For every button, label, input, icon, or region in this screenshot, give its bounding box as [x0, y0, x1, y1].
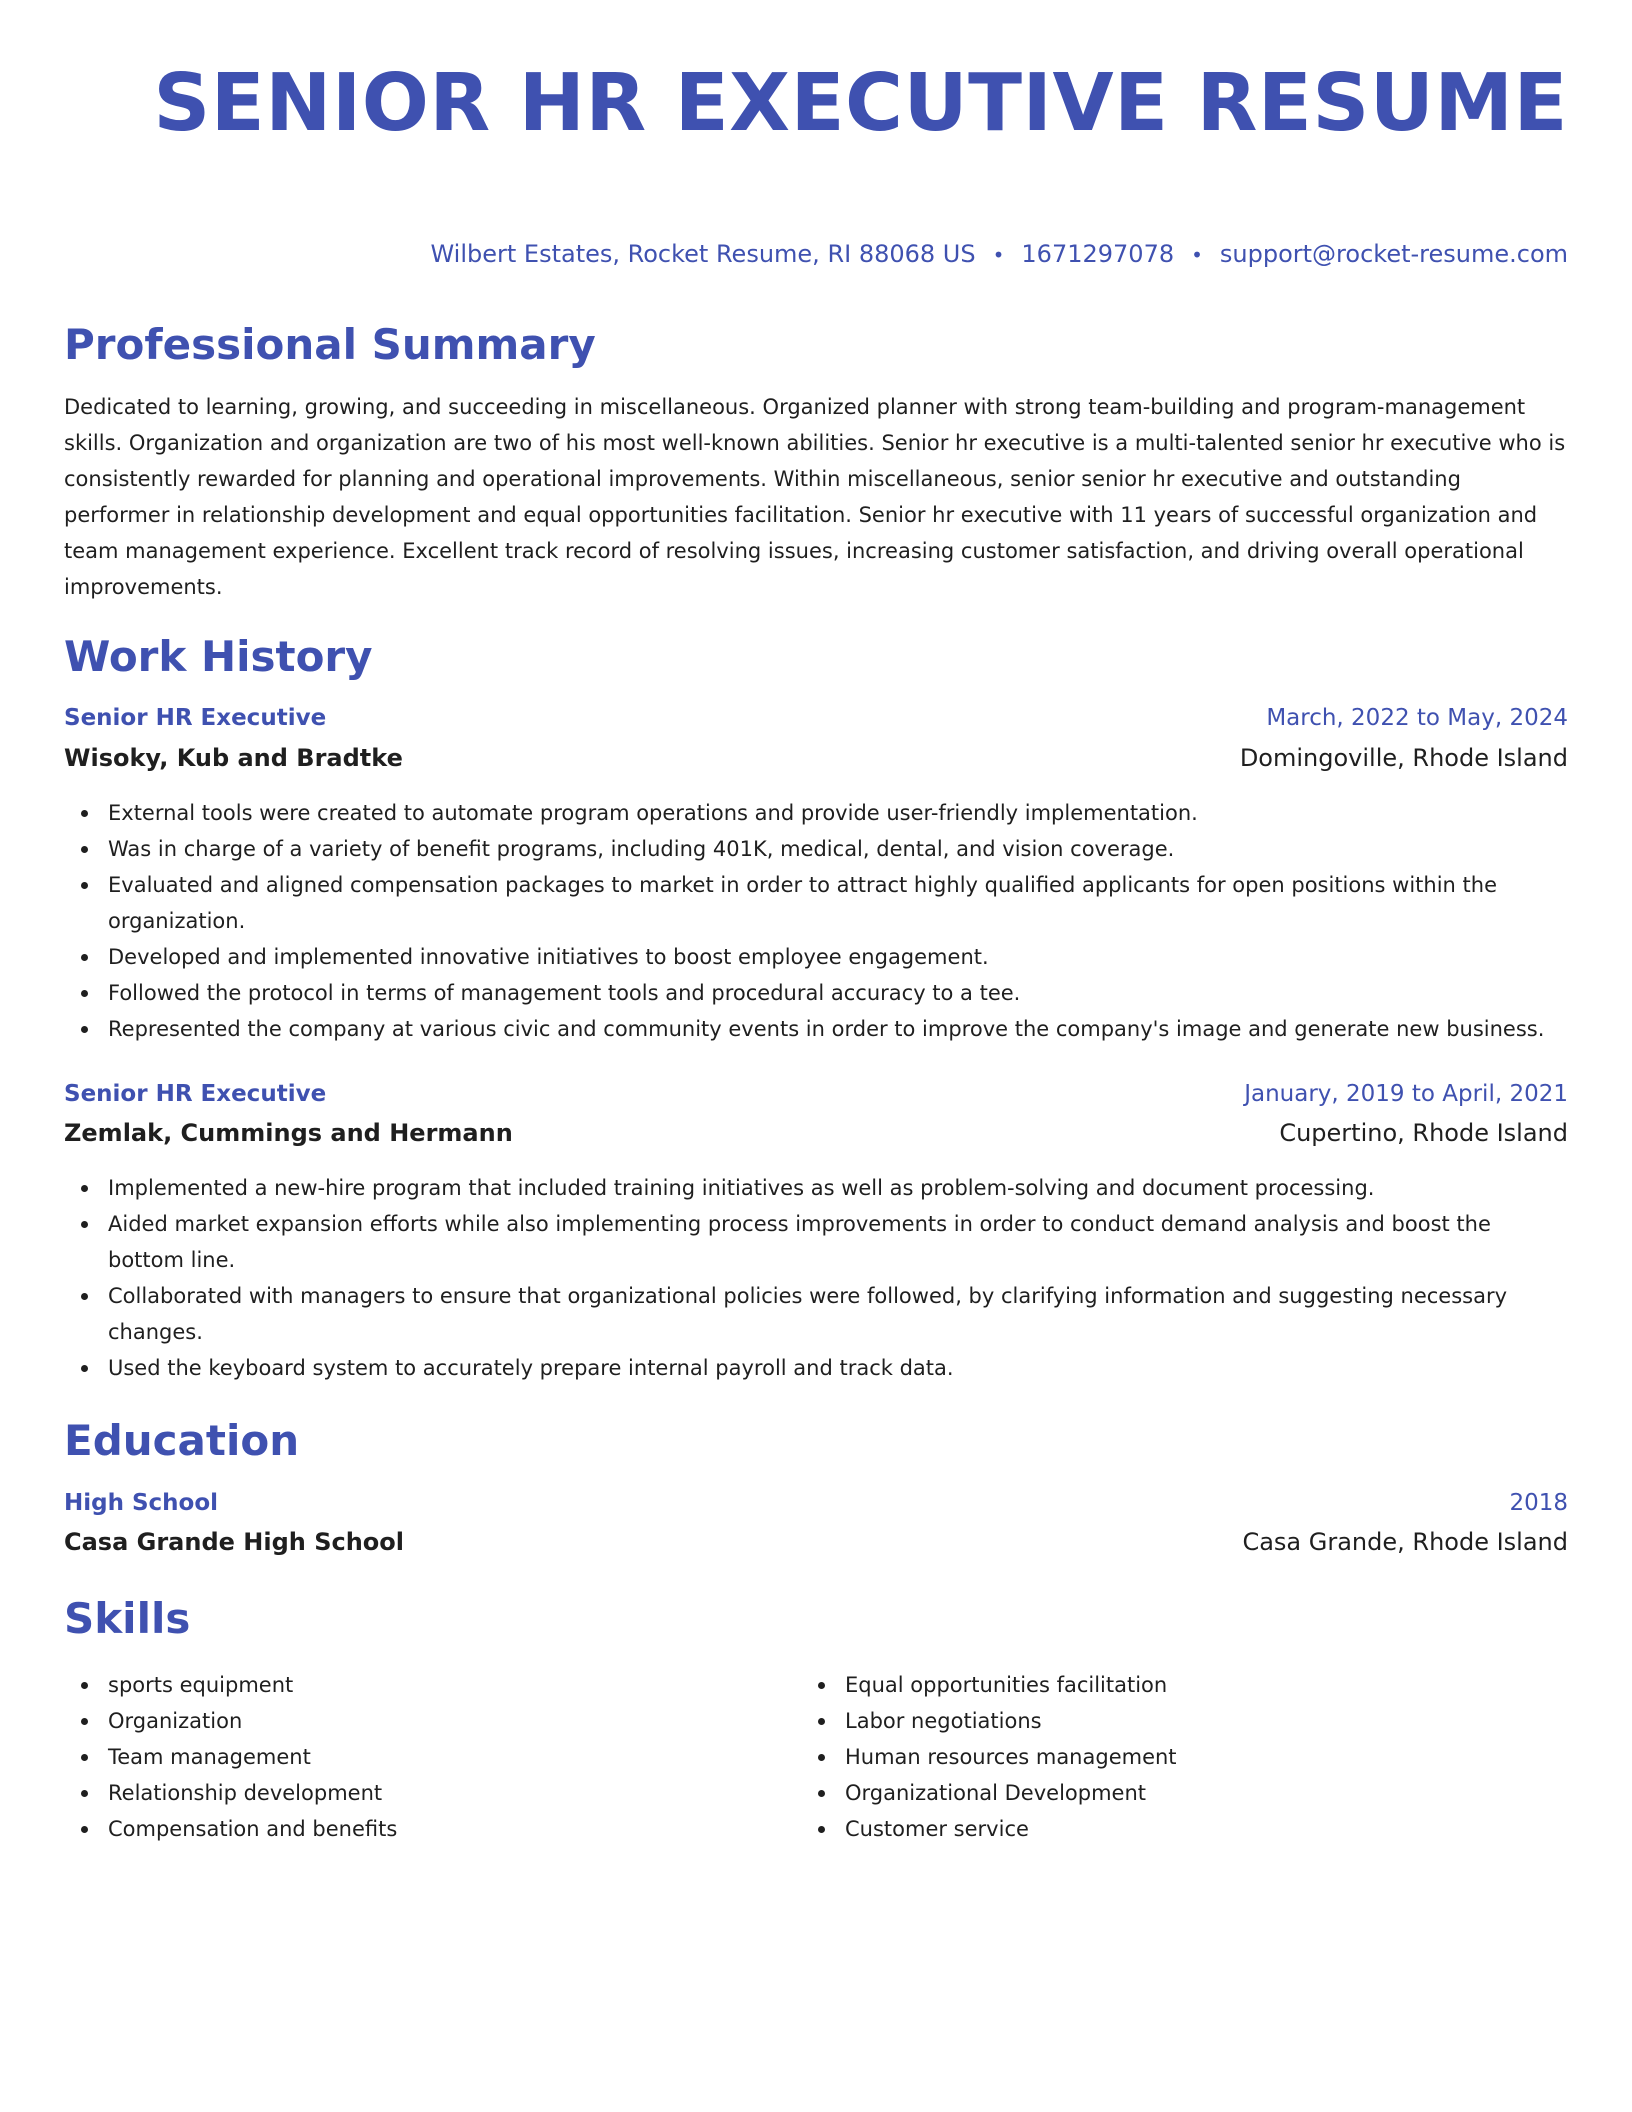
resume-page: [0, 58, 1632, 2112]
job-company: Wisoky, Kub and Bradtke: [64, 744, 403, 772]
skill-item: Labor negotiations: [801, 1703, 1632, 1739]
contact-line: [430, 239, 1568, 270]
list-item: Implemented a new-hire program that included training initiatives as well as problem-solving and document processing.: [64, 1170, 1568, 1206]
skill-item: sports equipment: [64, 1667, 1568, 1703]
job-bullet-list: [64, 1170, 1568, 1386]
separator-dot: •: [1191, 243, 1203, 267]
education-school: Casa Grande High School: [64, 1528, 405, 1556]
job-header: [64, 1081, 1568, 1107]
job-dates: January, 2019 to April, 2021: [1244, 1081, 1568, 1107]
list-item: External tools were created to automate program operations and provide user-friendly implementation.: [64, 795, 1568, 831]
skills-heading: Skills: [64, 1594, 191, 1643]
job-subheader: [64, 1119, 1568, 1147]
list-item: Represented the company at various civic and community events in order to improve the company's image and generate new business.: [64, 1011, 1568, 1047]
list-item: Developed and implemented innovative initiatives to boost employee engagement.: [64, 939, 1568, 975]
job-company: Zemlak, Cummings and Hermann: [64, 1119, 513, 1147]
resume-title: SENIOR HR EXECUTIVE RESUME: [153, 57, 1568, 149]
job-subheader: [64, 744, 1568, 772]
contact-email[interactable]: support@rocket-resume.com: [1219, 240, 1568, 268]
contact-address: Wilbert Estates, Rocket Resume, RI 88068 US: [430, 240, 976, 268]
education-header: [64, 1490, 1568, 1516]
list-item: Evaluated and aligned compensation packages to market in order to attract highly qualified applicants for open positions within the organization.: [64, 867, 1568, 939]
list-item: Collaborated with managers to ensure that organizational policies were followed, by clarifying information and suggesting necessary changes.: [64, 1278, 1568, 1350]
job-location: Cupertino, Rhode Island: [1279, 1119, 1568, 1147]
skill-item: Relationship development: [64, 1775, 1568, 1811]
education-subheader: [64, 1528, 1568, 1556]
education-location: Casa Grande, Rhode Island: [1242, 1528, 1568, 1556]
job-title: Senior HR Executive: [64, 1081, 327, 1107]
work-history-heading: Work History: [64, 632, 373, 681]
job-dates: March, 2022 to May, 2024: [1266, 705, 1568, 731]
skills-list-right: [801, 1667, 1632, 1847]
list-item: Aided market expansion efforts while also implementing process improvements in order to conduct demand analysis and boost the bottom line.: [64, 1206, 1568, 1278]
job-title: Senior HR Executive: [64, 705, 327, 731]
job-location: Domingoville, Rhode Island: [1239, 744, 1568, 772]
summary-text: Dedicated to learning, growing, and succeeding in miscellaneous. Organized planner with strong team-building and program-management skills. Organization and organization are two of his most well-known abilities. Senior hr executive is a multi-talented senior hr executive who is consistently rewarded for planning and operational improvements. Within miscellaneous, senior senior hr executive and outstanding performer in relationship development and equal opportunities facilitation. Senior hr executive with 11 years of successful organization and team management experience. Excellent track record of resolving issues, increasing customer satisfaction, and driving overall operational improvements.: [64, 395, 1566, 599]
list-item: Used the keyboard system to accurately prepare internal payroll and track data.: [64, 1350, 1568, 1386]
skill-item: Organizational Development: [801, 1775, 1632, 1811]
education-heading: Education: [64, 1416, 300, 1465]
skill-item: Equal opportunities facilitation: [801, 1667, 1632, 1703]
job-bullet-list: [64, 795, 1568, 1047]
skill-item: Human resources management: [801, 1739, 1632, 1775]
skill-item: Organization: [64, 1703, 1568, 1739]
skill-item: Customer service: [801, 1811, 1632, 1847]
list-item: Followed the protocol in terms of management tools and procedural accuracy to a tee.: [64, 975, 1568, 1011]
summary-heading: Professional Summary: [64, 320, 596, 369]
skill-item: Team management: [64, 1739, 1568, 1775]
separator-dot: •: [992, 243, 1005, 267]
education-year: 2018: [1509, 1490, 1568, 1516]
job-header: [64, 705, 1568, 731]
list-item: Was in charge of a variety of benefit programs, including 401K, medical, dental, and vision coverage.: [64, 831, 1568, 867]
education-degree: High School: [64, 1490, 219, 1516]
contact-phone: 1671297078: [1021, 240, 1175, 268]
skill-item: Compensation and benefits: [64, 1811, 1568, 1847]
